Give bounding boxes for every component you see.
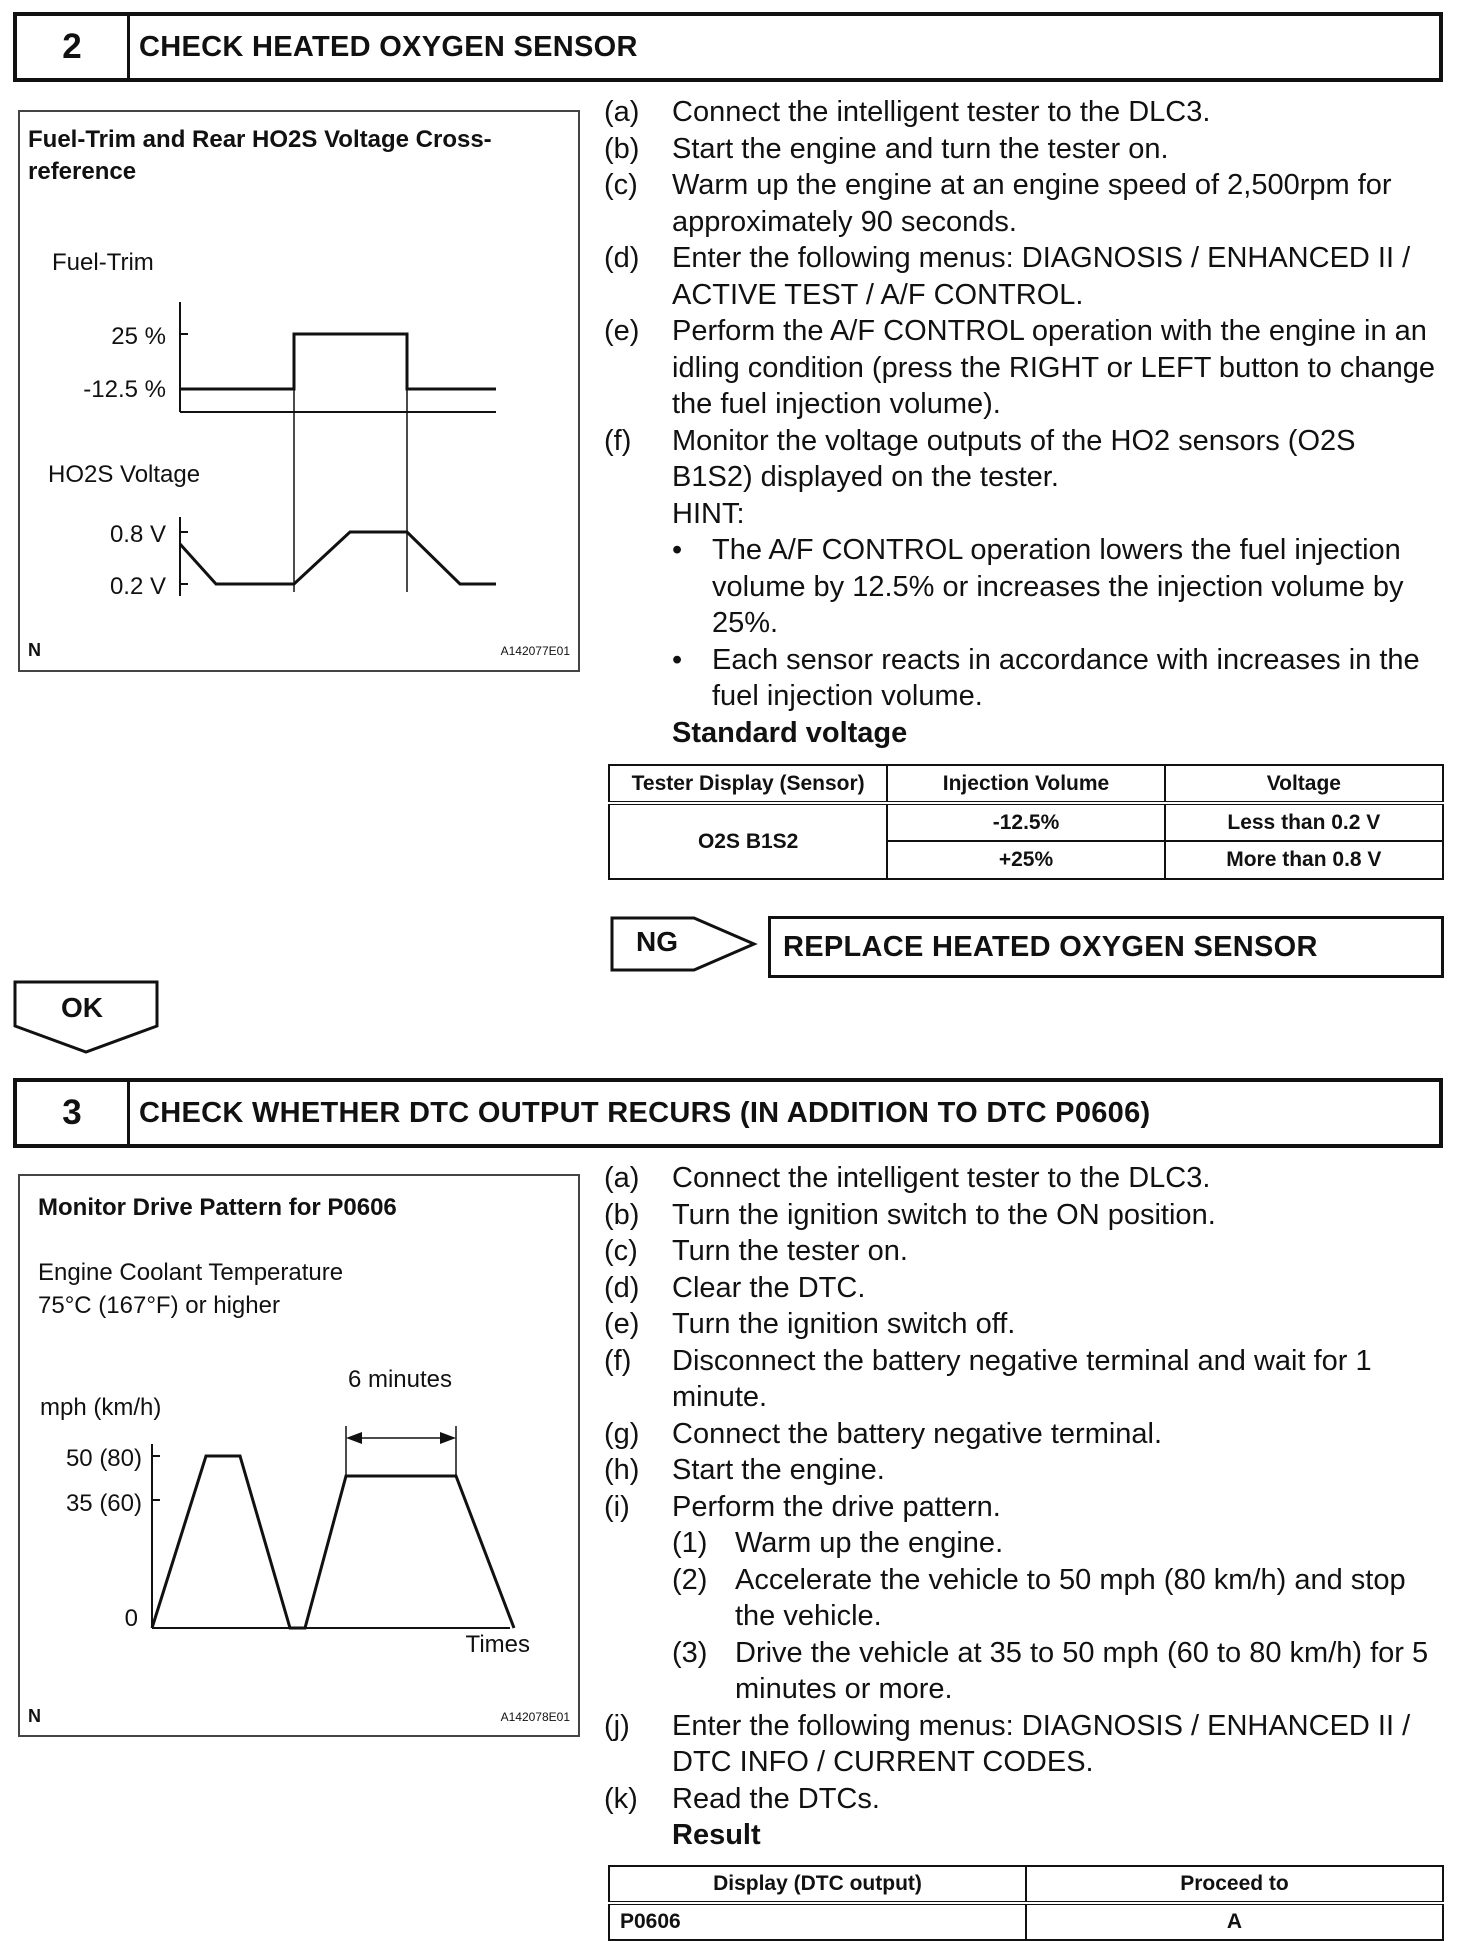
step-3-instructions: [604, 1160, 1444, 1854]
result-heading: Result: [672, 1819, 761, 1851]
ok-label: OK: [61, 992, 103, 1023]
figure-title: Fuel-Trim and Rear HO2S Voltage Cross- reference: [28, 126, 492, 185]
y-tick-0: 0: [124, 1605, 138, 1632]
y-axis-label: mph (km/h): [40, 1394, 162, 1421]
fuel-trim-diagram: [20, 112, 578, 670]
instruction-item: (e) Turn the ignition switch off.: [604, 1308, 1016, 1340]
instruction-item: (e) Perform the A/F CONTROL operation with the engine in an idling condition (press the RIGHT or LEFT button to change the fuel injection volume).: [604, 315, 1436, 420]
hint-label: HINT:: [672, 497, 745, 530]
ng-arrow-shape: [610, 916, 760, 972]
table-sensor-cell: O2S B1S2: [609, 803, 887, 879]
standard-voltage-heading: Standard voltage: [672, 716, 908, 749]
drive-pattern-trace: [152, 1456, 514, 1628]
table-cell: A: [1026, 1903, 1443, 1940]
instruction-item: (b) Start the engine and turn the tester on.: [604, 132, 1169, 165]
step-title: CHECK WHETHER DTC OUTPUT RECURS (IN ADDITION TO DTC P0606): [139, 1096, 1151, 1129]
table-header: Display (DTC output): [609, 1866, 1026, 1903]
step-number: 2: [17, 16, 130, 78]
ng-label: NG: [636, 926, 678, 957]
coolant-label-2: 75°C (167°F) or higher: [38, 1292, 280, 1319]
fuel-tick-25: 25 %: [111, 323, 166, 350]
drive-pattern-diagram: [20, 1176, 578, 1734]
voltage-tick-high: 0.8 V: [109, 521, 166, 548]
step-title: CHECK HEATED OXYGEN SENSOR: [139, 30, 638, 63]
table-cell: Less than 0.2 V: [1165, 803, 1443, 841]
figure-n-label: N: [28, 1706, 41, 1726]
figure-n-label: N: [28, 640, 41, 660]
instruction-item: (j) Enter the following menus: DIAGNOSIS / ENHANCED II / DTC INFO / CURRENT CODES.: [604, 1709, 1411, 1778]
drive-step-item: (2) Accelerate the vehicle to 50 mph (80 km/h) and stop the vehicle.: [672, 1563, 1406, 1632]
drive-step-item: (1) Warm up the engine.: [672, 1527, 1004, 1559]
figure-id: A142078E01: [500, 1710, 570, 1724]
coolant-label-1: Engine Coolant Temperature: [38, 1259, 344, 1286]
table-cell: -12.5%: [887, 803, 1164, 841]
instruction-item: (a) Connect the intelligent tester to the DLC3.: [604, 1162, 1211, 1194]
hint-item: • The A/F CONTROL operation lowers the fuel injection volume by 12.5% or increases the injection volume by 25%.: [672, 534, 1404, 639]
ho2s-voltage-label: HO2S Voltage: [48, 461, 201, 488]
drive-pattern-figure: [18, 1174, 580, 1737]
instruction-item: (g) Connect the battery negative terminal.: [604, 1417, 1163, 1450]
table-header: Voltage: [1165, 765, 1443, 803]
standard-voltage-table: [608, 764, 1444, 880]
ng-result-box: REPLACE HEATED OXYGEN SENSOR: [768, 916, 1444, 978]
table-header: Injection Volume: [887, 765, 1164, 803]
instruction-item: (f) Monitor the voltage outputs of the HO2 sensors (O2S B1S2) displayed on the tester.: [604, 424, 1356, 493]
step-2-instructions: [604, 94, 1444, 751]
instruction-item: (i) Perform the drive pattern.: [604, 1490, 1001, 1523]
step-number: 3: [17, 1082, 130, 1144]
table-header: Tester Display (Sensor): [609, 765, 887, 803]
instruction-item: (d) Clear the DTC.: [604, 1271, 866, 1304]
hint-item: • Each sensor reacts in accordance with increases in the fuel injection volume.: [672, 643, 1420, 712]
step-2-header: [13, 12, 1443, 82]
table-cell: More than 0.8 V: [1165, 841, 1443, 879]
fuel-trim-trace: [180, 334, 496, 389]
instruction-item: (f) Disconnect the battery negative terminal and wait for 1 minute.: [604, 1344, 1372, 1413]
ho2s-trace: [180, 532, 496, 584]
instruction-item: (d) Enter the following menus: DIAGNOSIS / ENHANCED II / ACTIVE TEST / A/F CONTROL.: [604, 242, 1411, 311]
instruction-item: (k) Read the DTCs.: [604, 1782, 880, 1815]
fuel-tick-neg: -12.5 %: [83, 376, 166, 403]
result-table: [608, 1865, 1444, 1941]
table-cell: +25%: [887, 841, 1164, 879]
instruction-item: (a) Connect the intelligent tester to the DLC3.: [604, 96, 1211, 128]
x-axis-label: Times: [465, 1631, 530, 1658]
voltage-tick-low: 0.2 V: [109, 573, 166, 600]
y-tick-50: 50 (80): [65, 1445, 142, 1472]
duration-label: 6 minutes: [347, 1366, 453, 1393]
instruction-item: (h) Start the engine.: [604, 1454, 885, 1486]
fuel-trim-figure: [18, 110, 580, 672]
y-tick-35: 35 (60): [65, 1490, 142, 1517]
table-header: Proceed to: [1026, 1866, 1443, 1903]
figure-title: Monitor Drive Pattern for P0606: [38, 1194, 397, 1221]
instruction-item: (c) Turn the tester on.: [604, 1235, 908, 1267]
instruction-item: (b) Turn the ignition switch to the ON position.: [604, 1198, 1216, 1231]
figure-id: A142077E01: [500, 644, 570, 658]
drive-step-item: (3) Drive the vehicle at 35 to 50 mph (60 to 80 km/h) for 5 minutes or more.: [672, 1636, 1429, 1705]
fuel-trim-label: Fuel-Trim: [52, 249, 154, 276]
table-cell: P0606: [609, 1903, 1026, 1940]
instruction-item: (c) Warm up the engine at an engine speed of 2,500rpm for approximately 90 seconds.: [604, 169, 1392, 238]
step-3-header: [13, 1078, 1443, 1148]
